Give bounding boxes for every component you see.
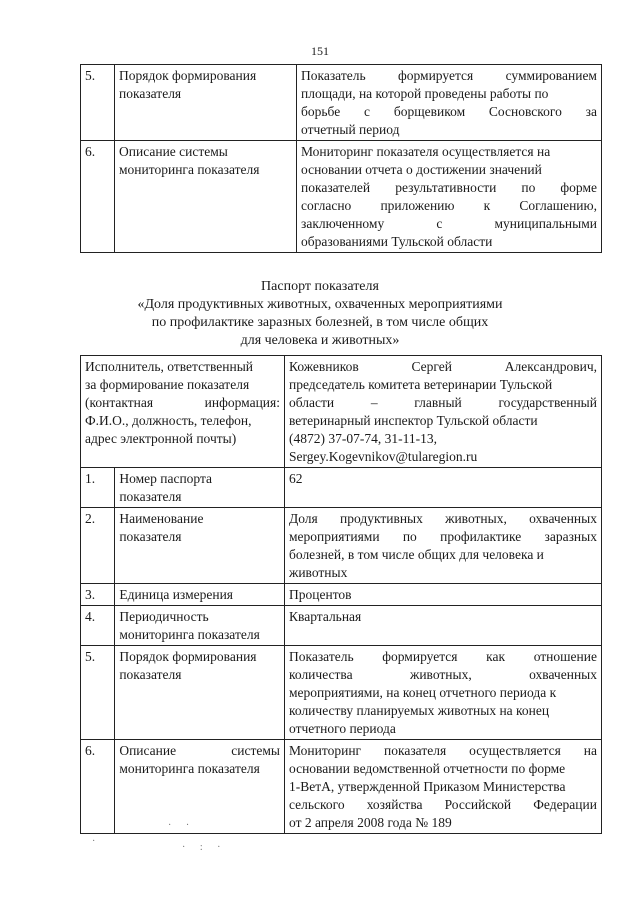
text-line (119, 608, 280, 626)
row-number: 6. (81, 740, 115, 834)
row-value (285, 508, 602, 584)
text-segment: Мониторинг показателя осуществляется на (301, 144, 551, 159)
text-line (119, 666, 280, 684)
text-segment: мониторинга показателя (119, 761, 260, 776)
text-segment: Мониторинг (289, 743, 362, 758)
text-segment: Ф.И.О., должность, телефон, (85, 413, 252, 428)
text-segment: охваченных (529, 667, 597, 682)
table-row (81, 65, 602, 141)
text-line (85, 394, 280, 412)
text-segment: Доля (289, 511, 318, 526)
text-line (289, 796, 597, 814)
row-label (115, 740, 285, 834)
text-segment: отчетного периода (289, 721, 396, 736)
row-value (297, 65, 602, 141)
text-segment: Соглашению, (519, 198, 597, 213)
text-line (119, 760, 280, 778)
table-row (81, 646, 602, 740)
text-line (301, 197, 597, 215)
text-segment: 1-ВетА, утвержденной Приказом Министерства (289, 779, 566, 794)
row-number: 6. (81, 141, 115, 253)
text-segment: (4872) 37-07-74, 31-11-13, (289, 431, 437, 446)
text-segment: отношение (533, 649, 597, 664)
text-segment: Российской (444, 797, 512, 812)
text-segment: Федерации (533, 797, 597, 812)
text-segment: к (483, 198, 491, 213)
text-line (85, 358, 280, 376)
table-row (81, 468, 602, 508)
text-segment: 62 (289, 471, 303, 486)
table-row-executor (81, 356, 602, 468)
text-segment: государственный (498, 395, 597, 410)
text-segment: информация: (204, 395, 280, 410)
text-segment: показателя (119, 667, 182, 682)
text-segment: Александрович, (504, 359, 597, 374)
row-number: 3. (81, 584, 115, 606)
text-segment: главный (414, 395, 462, 410)
text-segment: площади, на которой проведены работы по (301, 86, 549, 101)
text-segment: болезней, в том числе общих для человека и (289, 547, 544, 562)
text-segment: Порядок формирования (119, 649, 257, 664)
row-label (115, 468, 285, 508)
text-line (289, 358, 597, 376)
text-segment: борьбе (301, 104, 341, 119)
text-segment: как (486, 649, 506, 664)
text-segment: Показатель (289, 649, 354, 664)
top-table (80, 64, 602, 253)
text-line (85, 430, 280, 448)
text-segment: форме (560, 180, 597, 195)
text-segment: животных, (410, 667, 472, 682)
text-segment: – (370, 395, 378, 410)
text-segment: (контактная (85, 395, 154, 410)
text-segment: показателя (384, 743, 447, 758)
row-value (285, 646, 602, 740)
text-segment: ветеринарный инспектор Тульской области (289, 413, 538, 428)
text-line (289, 412, 597, 430)
text-segment: за (585, 104, 597, 119)
text-segment: Наименование (119, 511, 204, 526)
text-segment: показателя (119, 529, 182, 544)
row-number: 5. (81, 646, 115, 740)
text-line (289, 546, 597, 564)
table-row (81, 584, 602, 606)
row-value (285, 584, 602, 606)
text-line (289, 720, 597, 738)
text-line (119, 626, 280, 644)
row-number: 1. (81, 468, 115, 508)
text-line (301, 67, 597, 85)
text-line (289, 564, 597, 582)
text-segment: результативности (395, 180, 497, 195)
text-segment: профилактике (440, 529, 522, 544)
text-line (289, 394, 597, 412)
text-segment: согласно (301, 198, 352, 213)
text-line (289, 510, 597, 528)
text-line (289, 648, 597, 666)
text-line (119, 488, 280, 506)
text-segment: с (364, 104, 371, 119)
text-segment: основании отчета о достижении значений (301, 162, 542, 177)
text-line (289, 778, 597, 796)
text-segment: на (583, 743, 597, 758)
scan-marks: · : · (182, 842, 227, 853)
text-line (289, 702, 597, 720)
text-segment: Периодичность (119, 609, 209, 624)
row-label (115, 141, 297, 253)
text-segment: охваченных (529, 511, 597, 526)
text-segment: области (289, 395, 335, 410)
text-segment: Единица измерения (119, 587, 234, 602)
scan-marks: · (92, 836, 102, 847)
text-segment: показателей (301, 180, 371, 195)
text-segment: осуществляется (469, 743, 561, 758)
row-label (115, 508, 285, 584)
text-line (289, 814, 597, 832)
text-line (301, 103, 597, 121)
text-segment: от 2 апреля 2008 года № 189 (289, 815, 452, 830)
text-segment: председатель комитета ветеринарии Тульской (289, 377, 553, 392)
text-line (301, 143, 597, 161)
text-line (119, 470, 280, 488)
text-line (119, 742, 280, 760)
text-line (289, 666, 597, 684)
text-line: показателя (119, 86, 182, 101)
text-segment: формируется (382, 649, 458, 664)
text-segment: Сосновского (488, 104, 562, 119)
text-segment: показателя (119, 489, 182, 504)
text-segment: Кожевников (289, 359, 359, 374)
table-row (81, 740, 602, 834)
row-value (297, 141, 602, 253)
text-line (301, 121, 597, 139)
text-line (289, 528, 597, 546)
row-label (115, 584, 285, 606)
text-segment: мероприятиями (289, 529, 380, 544)
text-line: мониторинга показателя (119, 162, 260, 177)
passport-title-line: для человека и животных» (240, 333, 400, 348)
text-segment: мониторинга показателя (119, 627, 260, 642)
row-label (115, 646, 285, 740)
text-line: Описание системы (119, 144, 228, 159)
text-segment: борщевиком (393, 104, 466, 119)
text-line (289, 742, 597, 760)
text-segment: муниципальными (494, 216, 597, 231)
text-segment: суммированием (505, 68, 597, 83)
text-segment: за формирование показателя (85, 377, 250, 392)
text-line (289, 608, 597, 626)
text-line (289, 376, 597, 394)
text-segment: продуктивных (339, 511, 423, 526)
text-line (301, 85, 597, 103)
text-line (301, 161, 597, 179)
text-line (119, 648, 280, 666)
text-line (289, 760, 597, 778)
executor-label (81, 356, 285, 468)
text-line (289, 470, 597, 488)
text-line (301, 179, 597, 197)
text-line (85, 412, 280, 430)
text-segment: по (521, 180, 536, 195)
text-segment: системы (231, 743, 280, 758)
page-number: 151 (311, 44, 329, 58)
text-segment: мероприятиями, на конец отчетного периода к (289, 685, 557, 700)
passport-title-line: «Доля продуктивных животных, охваченных мероприятиями (137, 297, 503, 312)
text-line (301, 233, 597, 251)
text-segment: Номер паспорта (119, 471, 213, 486)
text-segment: отчетный период (301, 122, 400, 137)
row-value (285, 740, 602, 834)
text-segment: Сергей (411, 359, 452, 374)
text-segment: Sergey.Kogevnikov@tularegion.ru (289, 449, 478, 464)
row-value (285, 468, 602, 508)
text-segment: адрес электронной почты) (85, 431, 237, 446)
table-row (81, 606, 602, 646)
text-segment: заразных (544, 529, 597, 544)
text-segment: образованиями Тульской области (301, 234, 493, 249)
text-line (85, 376, 280, 394)
text-segment: Исполнитель, ответственный (85, 359, 254, 374)
table-row (81, 141, 602, 253)
text-segment: количеству планируемых животных на конец (289, 703, 550, 718)
scan-marks: · · (168, 820, 196, 831)
text-segment: заключенному (301, 216, 385, 231)
text-segment: количества (289, 667, 353, 682)
passport-title-line: по профилактике заразных болезней, в том числе общих (151, 315, 489, 330)
text-segment: Квартальная (289, 609, 362, 624)
row-number: 5. (81, 65, 115, 141)
text-line: Порядок формирования (119, 68, 257, 83)
text-line (301, 215, 597, 233)
row-number: 2. (81, 508, 115, 584)
text-segment: животных (289, 565, 348, 580)
text-line (119, 586, 280, 604)
text-line (289, 430, 597, 448)
table-row (81, 508, 602, 584)
text-segment: приложению (380, 198, 455, 213)
text-segment: Описание (119, 743, 177, 758)
top-table-body (81, 65, 602, 253)
text-line (289, 448, 597, 466)
text-segment: формируется (398, 68, 474, 83)
text-segment: сельского (289, 797, 345, 812)
text-line (119, 528, 280, 546)
row-label (115, 65, 297, 141)
text-segment: основании ведомственной отчетности по форме (289, 761, 566, 776)
text-line (119, 510, 280, 528)
text-segment: по (402, 529, 417, 544)
text-segment: хозяйства (366, 797, 423, 812)
text-segment: с (436, 216, 443, 231)
passport-title (0, 278, 640, 350)
passport-table (80, 355, 602, 834)
text-segment: Процентов (289, 587, 352, 602)
text-line (289, 586, 597, 604)
row-label (115, 606, 285, 646)
text-segment: Показатель (301, 68, 366, 83)
row-value (285, 606, 602, 646)
passport-table-body (81, 356, 602, 834)
executor-value (285, 356, 602, 468)
row-number: 4. (81, 606, 115, 646)
text-line (289, 684, 597, 702)
text-segment: животных, (445, 511, 507, 526)
passport-title-line: Паспорт показателя (261, 279, 379, 294)
